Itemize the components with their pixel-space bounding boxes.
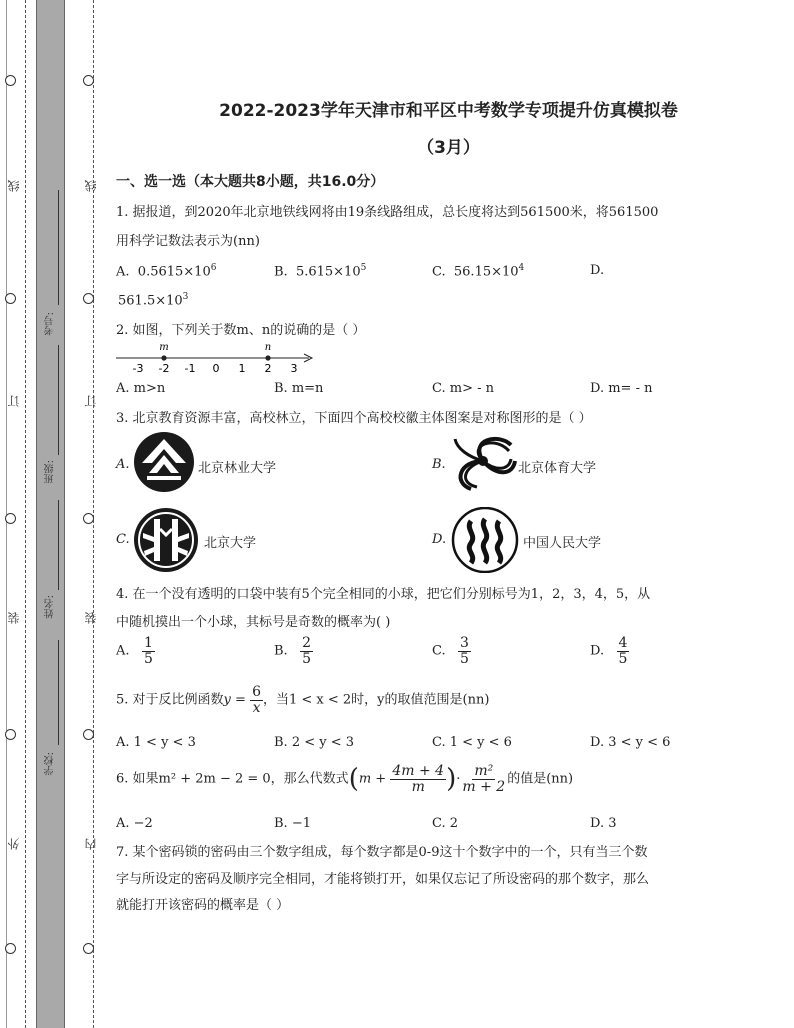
option-letter: B. [274, 643, 288, 659]
q6-option-b[interactable]: B. −1 [274, 816, 311, 831]
number-line-tick-label: 2 [264, 362, 272, 373]
option-letter: A. [116, 264, 130, 280]
field-label-exam-no: 考号: [45, 312, 56, 336]
number-line-tick-label: 3 [290, 362, 298, 373]
fraction-denominator: 5 [618, 650, 628, 667]
binding-hole [83, 729, 94, 740]
q7-stem-line1: 7. 某个密码锁的密码由三个数字组成，每个数字都是0-9这十个数字中的一个，只有当三个数 [116, 845, 648, 860]
number-line-tick-label: 1 [238, 362, 246, 373]
field-line-class[interactable] [58, 345, 59, 455]
fraction-numerator: 4m + 4 [392, 763, 445, 779]
number-line-ticks [133, 362, 298, 373]
exam-title: 2022-2023学年天津市和平区中考数学专项提升仿真模拟卷 [219, 101, 678, 121]
q6-second-fraction [460, 764, 507, 794]
q6-dot: · [456, 771, 461, 787]
number-line-tick-label: 0 [212, 362, 220, 373]
outer-label-zhuang: 装 [7, 612, 21, 624]
q6-stem-post: 的值是(nn) [507, 771, 574, 787]
option-mantissa: 0.5615×10 [137, 264, 211, 280]
binding-hole [5, 293, 16, 304]
fraction-numerator: m² [474, 763, 494, 779]
q4-option-d[interactable] [590, 636, 629, 666]
fraction-denominator: 5 [460, 650, 469, 667]
ruc-emblem-icon [451, 507, 519, 573]
option-exponent: 3 [182, 292, 189, 302]
q5-stem-pre: 5. 对于反比例函数 [116, 692, 224, 708]
option-fraction [458, 636, 471, 666]
q3-option-a-letter[interactable]: A. [116, 457, 130, 472]
q4-option-c[interactable] [432, 636, 471, 666]
point-m-label: m [159, 342, 169, 353]
fraction-numerator: 1 [143, 635, 153, 651]
binding-hole [5, 75, 16, 86]
q3-option-d-letter[interactable]: D. [432, 532, 447, 547]
binding-gray-bar [36, 0, 64, 1028]
q5-option-a[interactable]: A. 1 < y < 3 [116, 735, 196, 750]
option-letter: D. [590, 263, 605, 278]
fraction-numerator: 3 [460, 635, 469, 651]
q2-option-a[interactable]: A. m>n [116, 381, 166, 396]
q1-stem-line1: 1. 据报道，到2020年北京地铁线网将由19条线路组成，总长度将达到561500米，将561500 [116, 205, 659, 220]
binding-hole [5, 729, 16, 740]
q6-paren-m: m + [358, 771, 387, 787]
q3-option-b-name: 北京体育大学 [518, 461, 597, 476]
binding-hole [83, 513, 94, 524]
q3-option-c-name: 北京大学 [204, 536, 257, 551]
outer-label-wai: 外 [7, 838, 21, 850]
number-line [116, 339, 316, 373]
option-fraction [300, 636, 313, 666]
inner-cut-line [93, 0, 94, 1028]
q4-stem-line1: 4. 在一个没有透明的口袋中装有5个完全相同的小球，把它们分别标号为1，2，3，4，5，从 [116, 587, 651, 602]
outer-label-xian: 线 [7, 180, 21, 192]
field-line-school[interactable] [58, 640, 59, 745]
bjfu-emblem-icon [133, 431, 195, 493]
option-mantissa: 56.15×10 [453, 264, 519, 280]
bsu-emblem-icon [449, 431, 517, 493]
q6-option-c[interactable]: C. 2 [432, 816, 459, 831]
q2-option-b[interactable]: B. m=n [274, 381, 324, 396]
option-mantissa: 5.615×10 [295, 264, 361, 280]
q1-option-d-value[interactable] [118, 292, 188, 308]
field-line-exam-no[interactable] [58, 190, 59, 305]
q5-function-lhs: y = [223, 692, 246, 708]
option-exponent: 5 [360, 263, 367, 273]
option-letter: B. [274, 264, 288, 280]
q7-stem-line2: 字与所设定的密码及顺序完全相同，才能将锁打开，如果仅忘记了所设密码的那个数字，那么 [116, 872, 650, 887]
option-mantissa: 561.5×10 [118, 293, 183, 309]
q1-option-b[interactable] [274, 263, 366, 279]
q3-option-d-name: 中国人民大学 [523, 536, 602, 551]
option-exponent: 6 [210, 263, 217, 273]
q6-paren-open: ( [348, 764, 359, 795]
q5-stem [116, 685, 489, 715]
q7-stem-line3: 就能打开该密码的概率是（ ） [116, 898, 290, 913]
q6-option-d[interactable]: D. 3 [590, 816, 617, 831]
field-label-class: 班级: [45, 460, 56, 484]
fraction-denominator: x [252, 699, 261, 716]
fraction-denominator: m + 2 [462, 778, 506, 795]
q6-stem [116, 764, 573, 794]
fraction-denominator: m [411, 778, 425, 795]
exam-subtitle: （3月） [417, 138, 480, 158]
field-label-school: 学校: [45, 752, 56, 776]
q3-option-a-name: 北京林业大学 [198, 461, 277, 476]
point-n-marker [265, 355, 270, 360]
fraction-numerator: 6 [252, 684, 261, 700]
q4-stem-line2: 中随机摸出一个小球，其标号是奇数的概率为( ) [116, 615, 391, 630]
fraction-denominator: 5 [143, 650, 153, 667]
fraction-denominator: 5 [302, 650, 312, 667]
q3-option-c-letter[interactable]: C. [116, 532, 130, 547]
field-label-name: 姓名: [45, 595, 56, 619]
q6-inner-fraction [390, 764, 446, 794]
option-exponent: 4 [518, 263, 525, 273]
binding-hole [5, 943, 16, 954]
binding-hole [83, 293, 94, 304]
option-letter: C. [432, 264, 446, 280]
fraction-numerator: 2 [302, 635, 312, 651]
q4-option-a[interactable] [116, 636, 155, 666]
fraction-numerator: 4 [618, 635, 628, 651]
q1-option-c[interactable] [432, 263, 524, 279]
inner-label-zhuang: 装 [84, 612, 98, 624]
option-letter: C. [432, 643, 446, 659]
number-line-tick-label: -1 [184, 362, 196, 373]
pku-emblem-icon [133, 507, 199, 573]
q1-option-a[interactable] [116, 263, 216, 279]
q1-option-d[interactable] [590, 263, 604, 278]
binding-hole [83, 943, 94, 954]
outer-cut-line [25, 0, 26, 1028]
q5-stem-post: ，当1 < x < 2时，y的取值范围是(nn) [262, 692, 490, 708]
q6-paren-close: ) [446, 764, 457, 795]
option-fraction [617, 636, 630, 666]
q3-stem: 3. 北京教育资源丰富，高校林立，下面四个高校校徽主体图案是对称图形的是（ ） [116, 411, 592, 426]
option-letter: D. [590, 643, 605, 659]
option-fraction [142, 636, 155, 666]
q5-option-c[interactable]: C. 1 < y < 6 [432, 735, 512, 750]
point-n-label: n [264, 342, 272, 353]
inner-label-nei: 内 [84, 838, 98, 850]
q5-function-fraction [250, 685, 263, 715]
q5-option-d[interactable]: D. 3 < y < 6 [590, 735, 671, 750]
number-line-tick-label: -2 [158, 362, 170, 373]
inner-label-xian: 线 [84, 180, 98, 192]
q6-option-a[interactable]: A. −2 [116, 816, 153, 831]
field-line-name[interactable] [58, 500, 59, 590]
bar-right-border [64, 0, 65, 1028]
q2-option-d[interactable]: D. m= - n [590, 381, 653, 396]
section-heading: 一、选一选（本大题共8小题，共16.0分） [116, 174, 385, 190]
q4-option-b[interactable] [274, 636, 313, 666]
point-m-marker [161, 355, 166, 360]
q1-stem-line2: 用科学记数法表示为(nn) [116, 234, 260, 249]
q3-option-b-letter[interactable]: B. [432, 457, 446, 472]
binding-margin [0, 0, 100, 1028]
q2-stem: 2. 如图，下列关于数m、n的说确的是（ ） [116, 323, 366, 338]
binding-hole [83, 75, 94, 86]
q2-option-c[interactable]: C. m> - n [432, 381, 494, 396]
inner-label-ding: 订 [84, 395, 98, 407]
outer-label-ding: 订 [7, 395, 21, 407]
option-letter: A. [116, 643, 130, 659]
bar-left-border [36, 0, 37, 1028]
q6-stem-pre: 6. 如果m² + 2m − 2 = 0，那么代数式 [116, 771, 349, 787]
q5-option-b[interactable]: B. 2 < y < 3 [274, 735, 355, 750]
binding-hole [5, 513, 16, 524]
number-line-tick-label: -3 [132, 362, 144, 373]
